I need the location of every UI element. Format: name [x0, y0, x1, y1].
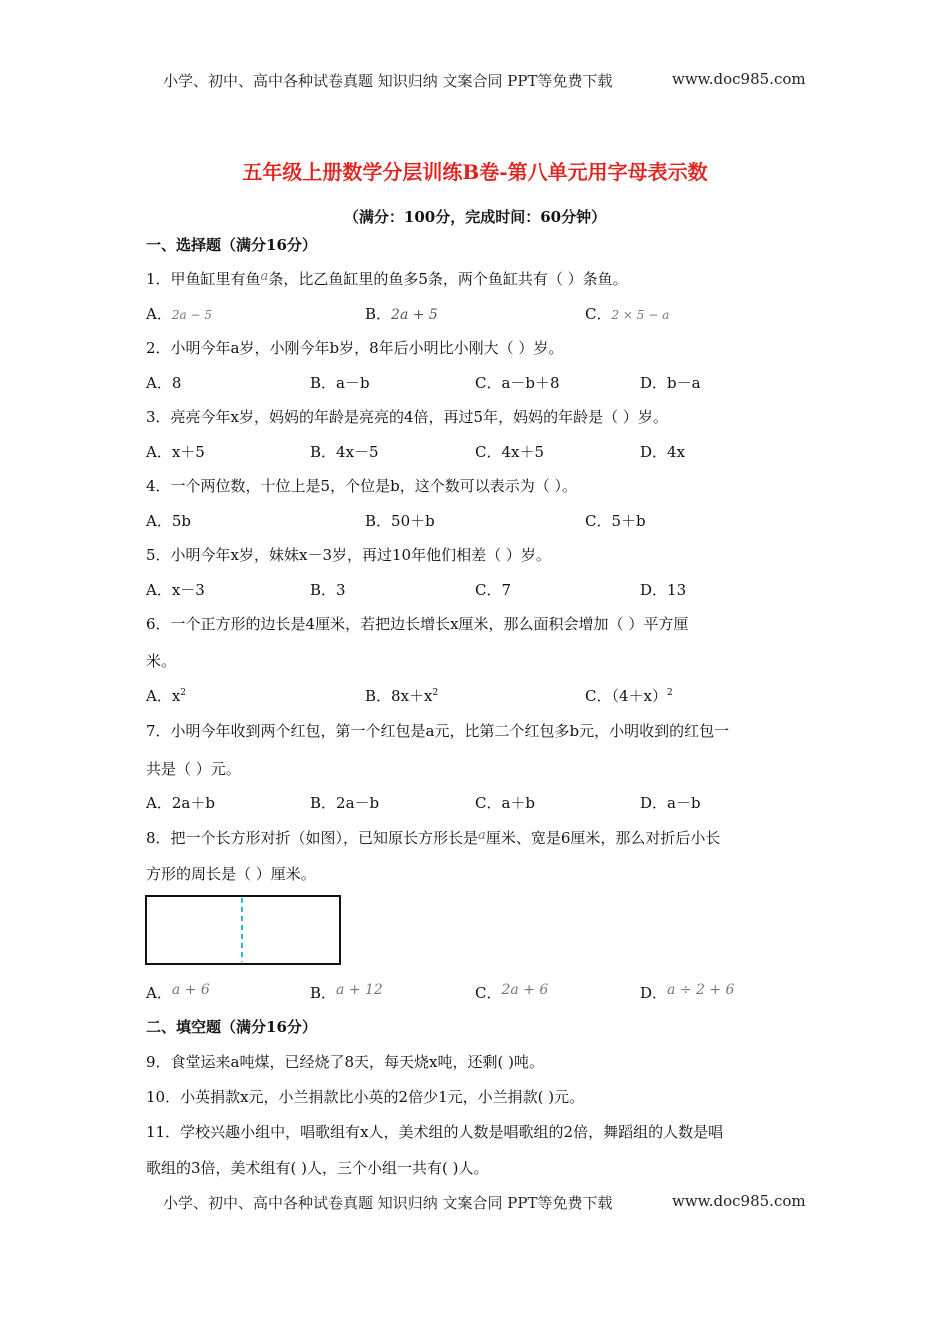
question-11-line2: 歌组的3倍，美术组有( )人，三个小组一共有( )人。: [146, 1159, 489, 1177]
question-7-line1: 7．小明今年收到两个红包，第一个红包是a元，比第二个红包多b元，小明收到的红包一: [146, 722, 730, 740]
question-6-line1: 6．一个正方形的边长是4厘米，若把边长增长x厘米，那么面积会增加（ ）平方厘: [146, 615, 689, 633]
q8-option-d[interactable]: D．a ÷ 2 + 6: [640, 982, 735, 1002]
q8-option-b[interactable]: B．a + 12: [310, 982, 383, 1002]
q3-option-c[interactable]: C．4x＋5: [475, 443, 545, 461]
q7-option-d[interactable]: D．a－b: [640, 794, 701, 812]
q4-option-c[interactable]: C．5＋b: [585, 512, 646, 530]
question-1-pre: 1．甲鱼缸里有鱼: [146, 270, 261, 288]
question-8-var: a: [478, 828, 486, 843]
page-footer-url[interactable]: www.doc985.com: [672, 1192, 806, 1210]
q5-option-b[interactable]: B．3: [310, 581, 346, 599]
question-8-line1: [146, 827, 720, 848]
q3-option-b[interactable]: B．4x－5: [310, 443, 379, 461]
q7-option-b[interactable]: B．2a－b: [310, 794, 380, 812]
q1-option-a[interactable]: A．2a − 5: [146, 305, 212, 323]
page-footer-left: 小学、初中、高中各种试卷真题 知识归纳 文案合同 PPT等免费下载: [163, 1194, 613, 1212]
question-7-line2: 共是（ ）元。: [146, 760, 241, 778]
question-5: 5．小明今年x岁，妹妹x－3岁，再过10年他们相差（ ）岁。: [146, 546, 551, 564]
q2-option-c[interactable]: C．a－b＋8: [475, 374, 560, 392]
question-10: 10．小英捐款x元，小兰捐款比小英的2倍少1元，小兰捐款( )元。: [146, 1088, 585, 1106]
question-2: 2．小明今年a岁，小刚今年b岁，8年后小明比小刚大（ ）岁。: [146, 339, 564, 357]
q1-option-b[interactable]: B．2a + 5: [365, 305, 438, 323]
question-6-line2: 米。: [146, 652, 177, 670]
q3-option-d[interactable]: D．4x: [640, 443, 686, 461]
question-8-pre: 8．把一个长方形对折（如图），已知原长方形长是: [146, 829, 479, 847]
question-3: 3．亮亮今年x岁，妈妈的年龄是亮亮的4倍，再过5年，妈妈的年龄是（ ）岁。: [146, 408, 668, 426]
q6-option-b[interactable]: B．$8x+x^2$: [365, 687, 439, 705]
q2-option-d[interactable]: D．b－a: [640, 374, 701, 392]
q8-option-c[interactable]: C．2a + 6: [475, 982, 549, 1002]
q4-option-a[interactable]: A．5b: [146, 512, 191, 530]
q4-option-b[interactable]: B．50＋b: [365, 512, 435, 530]
q2-option-a[interactable]: A．8: [146, 374, 182, 392]
page-header-left: 小学、初中、高中各种试卷真题 知识归纳 文案合同 PPT等免费下载: [163, 72, 613, 90]
q5-option-d[interactable]: D．13: [640, 581, 687, 599]
question-8-line2: 方形的周长是（ ）厘米。: [146, 865, 316, 883]
question-8-post: 厘米、宽是6厘米，那么对折后小长: [485, 829, 721, 847]
page-title: 五年级上册数学分层训练B卷-第八单元用字母表示数: [242, 160, 708, 184]
section-heading-choice: 一、选择题（满分16分）: [146, 236, 317, 254]
q6-option-a[interactable]: A．$x^2$: [146, 687, 187, 705]
q7-option-c[interactable]: C．a＋b: [475, 794, 536, 812]
q3-option-a[interactable]: A．x＋5: [146, 443, 205, 461]
folded-rectangle-figure: [144, 894, 342, 966]
question-11-line1: 11．学校兴趣小组中，唱歌组有x人，美术组的人数是唱歌组的2倍，舞蹈组的人数是唱: [146, 1123, 724, 1141]
section-heading-fill: 二、填空题（满分16分）: [146, 1018, 317, 1036]
page-subtitle: （满分：100分，完成时间：60分钟）: [343, 208, 607, 226]
question-4: 4．一个两位数，十位上是5，个位是b，这个数可以表示为（ ）。: [146, 477, 577, 495]
q2-option-b[interactable]: B．a－b: [310, 374, 370, 392]
q5-option-a[interactable]: A．x－3: [146, 581, 205, 599]
question-1-var: a: [260, 269, 269, 284]
question-1: [146, 268, 628, 289]
q1-option-c[interactable]: C．2 × 5 − a: [585, 305, 670, 323]
q5-option-c[interactable]: C．7: [475, 581, 512, 599]
q8-option-a[interactable]: A．a + 6: [146, 982, 210, 1002]
question-9: 9．食堂运来a吨煤，已经烧了8天，每天烧x吨，还剩( )吨。: [146, 1053, 544, 1071]
question-1-post: 条，比乙鱼缸里的鱼多5条，两个鱼缸共有（ ）条鱼。: [268, 270, 628, 288]
page-header-url[interactable]: www.doc985.com: [672, 70, 806, 88]
q7-option-a[interactable]: A．2a＋b: [146, 794, 215, 812]
q6-option-c[interactable]: C．$(4+x)^2$: [585, 687, 673, 705]
